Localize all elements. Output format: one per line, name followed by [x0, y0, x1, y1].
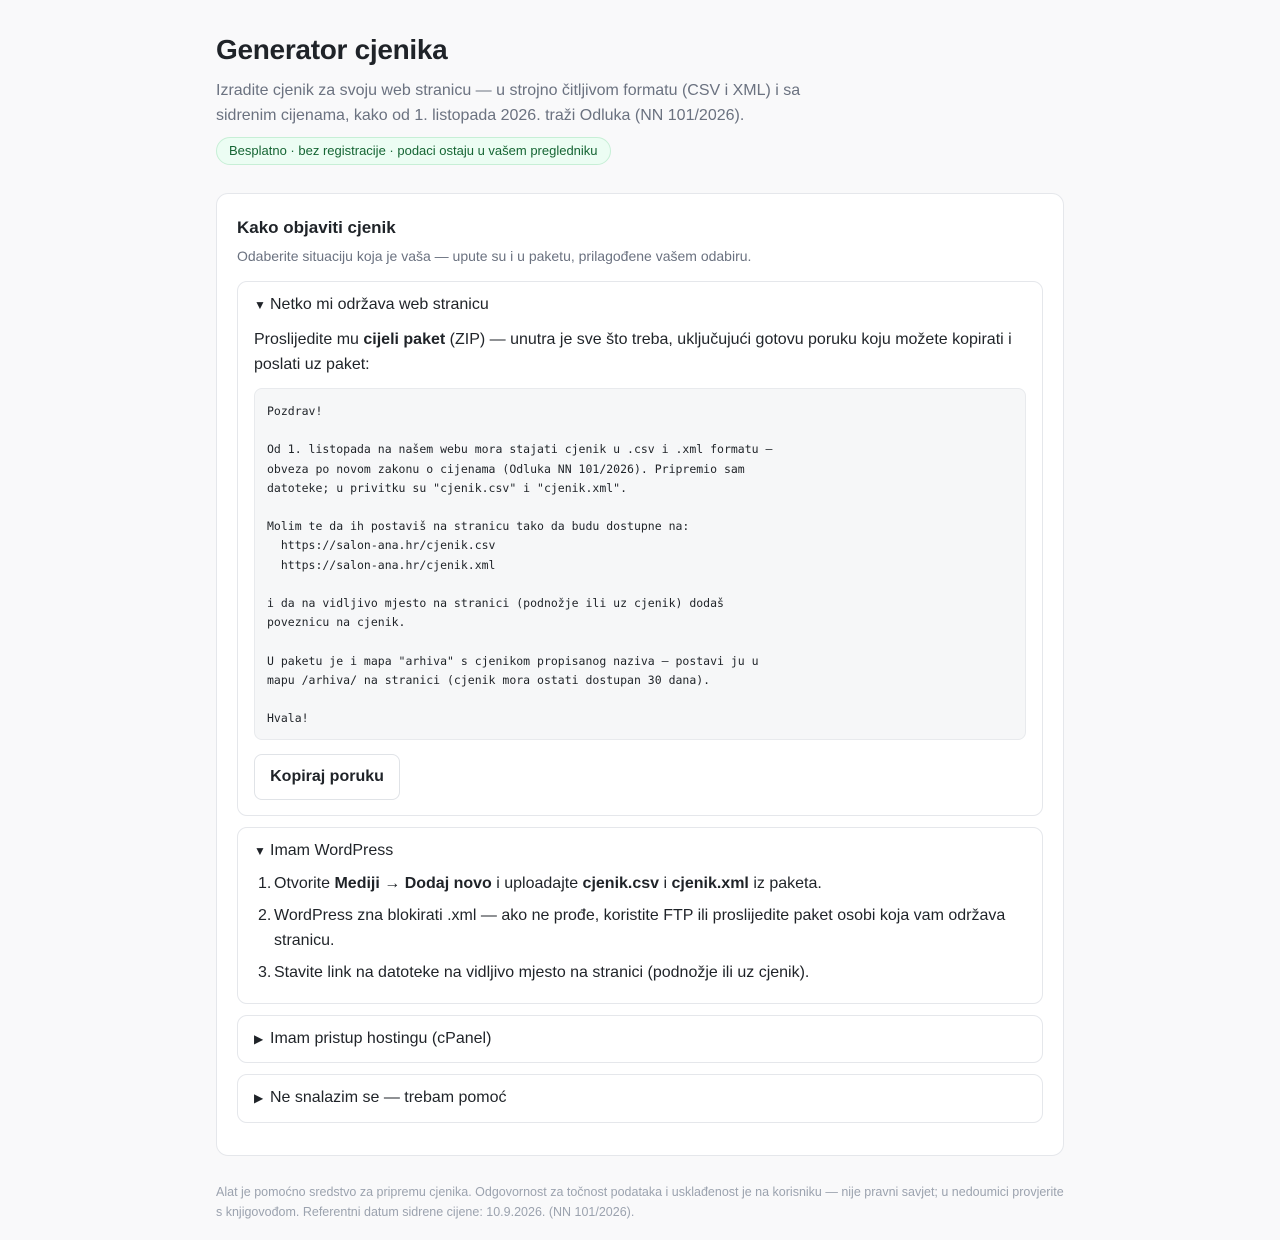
list-item — [254, 960, 1024, 985]
maintainer-intro-text-end: (ZIP) — unutra je sve što treba, uključujući gotovu poruku koju možete kopirati i poslati uz paket: — [254, 331, 1012, 373]
accordion-help-summary[interactable] — [254, 1089, 507, 1107]
maintainer-intro-bold: cijeli paket — [363, 331, 446, 348]
caret-down-icon: ▼ — [254, 844, 266, 858]
step-bold: cjenik.xml — [671, 875, 749, 892]
step-text: i — [659, 875, 672, 892]
caret-down-icon: ▼ — [254, 298, 266, 312]
status-badge: Besplatno · bez registracije · podaci ostaju u vašem pregledniku — [216, 137, 611, 165]
step-text: Otvorite — [274, 875, 335, 892]
accordion-hosting-summary[interactable] — [254, 1030, 491, 1048]
accordion-hosting[interactable] — [237, 1015, 1043, 1063]
accordion-maintainer-title: Netko mi održava web stranicu — [270, 296, 489, 313]
accordion-wordpress — [237, 827, 1043, 1004]
accordion-maintainer — [237, 281, 1043, 816]
card-title: Kako objaviti cjenik — [237, 218, 396, 237]
step-number: 1. — [258, 875, 272, 892]
accordion-maintainer-summary[interactable] — [254, 296, 489, 314]
caret-right-icon: ▶ — [254, 1032, 264, 1046]
page-subtitle: Izradite cjenik za svoju web stranicu — u strojno čitljivom formatu (CSV i XML) i sa sidrenim cijenama, kako od 1. listopada 2026. traži Odluka (NN 101/2026). — [216, 82, 801, 124]
message-box[interactable]: Pozdrav! Od 1. listopada na našem webu mora stajati cjenik u .csv i .xml formatu — obveza po novom zakonu o cijenama (Odluka NN 101/2026). Pripremio sam datoteke; u privitku su "cjenik.csv" i "cjenik.xml". Molim te da ih postaviš na stranicu tako da budu dostupne na: https://salon-ana.hr/cjenik.csv https://salon-ana.hr/cjenik.xml i da na vidljivo mjesto na stranici (podnožje ili uz cjenik) dodaš poveznicu na cjenik. U paketu je i mapa "arhiva" s cjenikom propisanog naziva — postavi ju u mapu /arhiva/ na stranici (cjenik mora ostati dostupan 30 dana). Hvala! — [254, 388, 1026, 740]
step-text: WordPress zna blokirati .xml — ako ne prođe, koristite FTP ili proslijedite paket osobi koja vam održava stranicu. — [274, 907, 1006, 949]
step-bold: cjenik.csv — [582, 875, 660, 892]
accordion-help[interactable] — [237, 1074, 1043, 1123]
accordion-help-title: Ne snalazim se — trebam pomoć — [270, 1089, 507, 1106]
accordion-wordpress-summary[interactable] — [254, 842, 393, 860]
card-subtitle: Odaberite situaciju koja je vaša — upute su i u paketu, prilagođene vašem odabiru. — [237, 248, 752, 264]
step-text: i uploadajte — [491, 875, 583, 892]
step-bold: Mediji → Dodaj novo — [334, 875, 492, 892]
step-number: 3. — [258, 964, 272, 981]
list-item — [254, 903, 1024, 953]
maintainer-intro — [254, 327, 1024, 377]
wordpress-steps — [254, 871, 1024, 992]
step-text: iz paketa. — [748, 875, 822, 892]
accordion-wordpress-title: Imam WordPress — [270, 842, 394, 859]
footer-disclaimer: Alat je pomoćno sredstvo za pripremu cjenika. Odgovornost za točnost podataka i usklađenost je na korisniku — nije pravni savjet; u nedoumici provjerite s knjigovođom. Referentni datum sidrene cijene: 10.9.2026. (NN 101/2026). — [216, 1185, 1064, 1219]
list-item — [254, 871, 1024, 896]
copy-message-button[interactable]: Kopiraj poruku — [254, 754, 400, 800]
page-title: Generator cjenika — [216, 34, 448, 65]
step-number: 2. — [258, 907, 272, 924]
maintainer-intro-text: Proslijedite mu — [254, 331, 364, 348]
caret-right-icon: ▶ — [254, 1091, 264, 1105]
step-text: Stavite link na datoteke na vidljivo mjesto na stranici (podnožje ili uz cjenik). — [274, 964, 810, 981]
accordion-hosting-title: Imam pristup hostingu (cPanel) — [270, 1030, 492, 1047]
